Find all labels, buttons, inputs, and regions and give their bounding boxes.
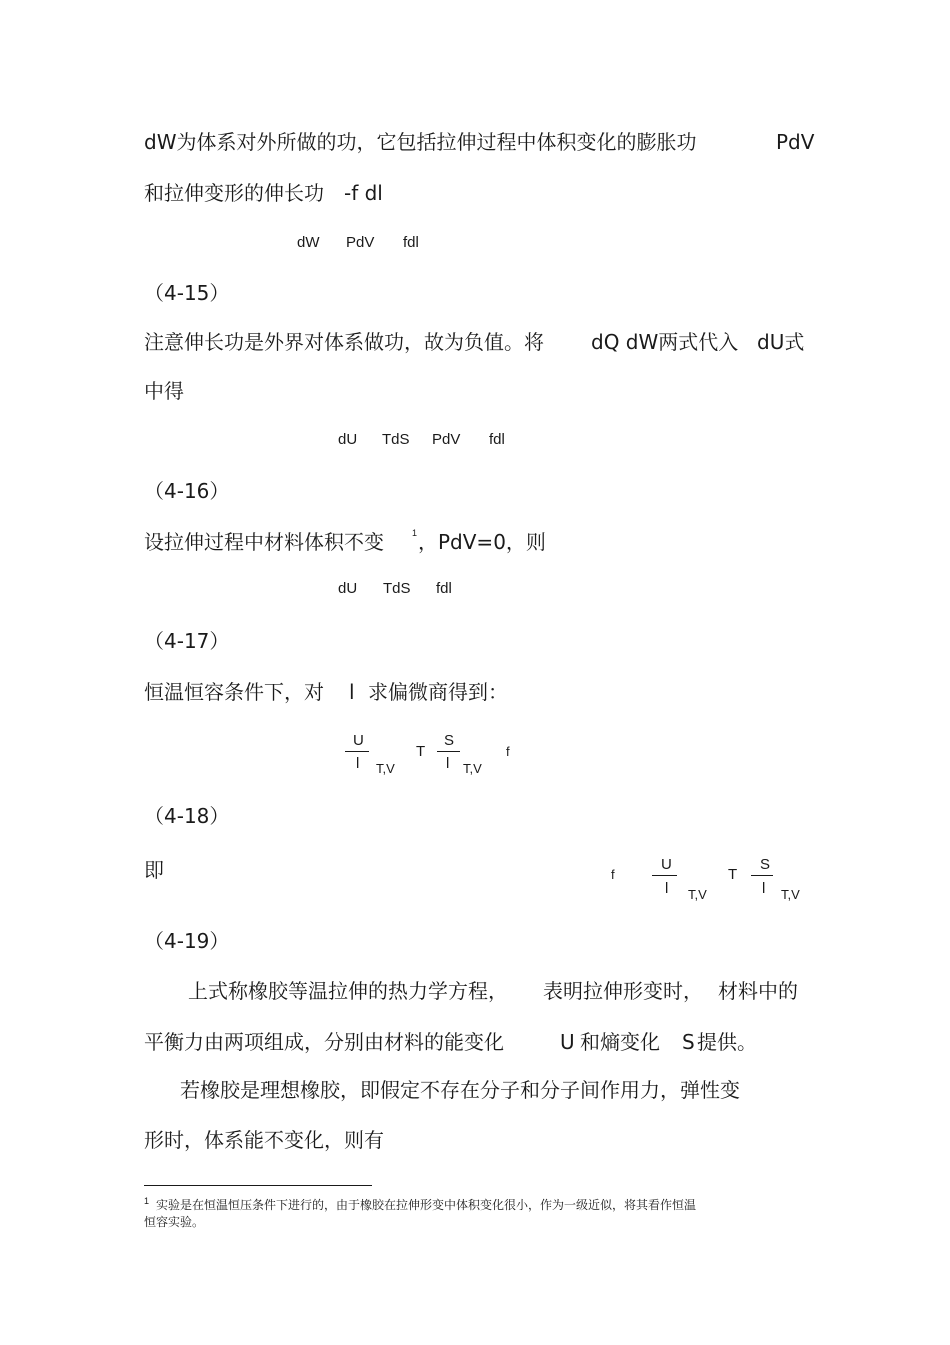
fraction-bar [652,875,677,876]
paragraph-line: 表明拉伸形变时， [543,979,703,1003]
equation-term: TdS [382,431,410,448]
paragraph-line: dW为体系对外所做的功，它包括拉伸过程中体积变化的膨胀功 [144,130,697,154]
subscript: T,V [376,761,395,776]
subscript: T,V [463,761,482,776]
fraction-numerator: U [661,856,672,873]
fraction-denominator: l [762,880,766,897]
fraction-bar [751,875,773,876]
subscript: T,V [781,887,800,902]
paragraph-line: 平衡力由两项组成，分别由材料的能变化 [144,1030,504,1054]
footnote-reference: 1 [412,528,418,538]
equation-number: （4-16） [144,479,230,503]
equation-number: （4-17） [144,629,230,653]
paragraph-line: 求偏微商得到： [368,680,508,704]
inline-math: ，PdV=0，则 [418,530,546,554]
inline-math: PdV [776,130,815,154]
paragraph-line: 设拉伸过程中材料体积不变 [144,530,384,554]
paragraph-line: 恒温恒容条件下，对 [144,680,324,704]
paragraph-line: 上式称橡胶等温拉伸的热力学方程， [188,979,508,1003]
fraction-numerator: U [353,732,364,749]
paragraph-line: 提供。 [697,1030,757,1054]
equation-term: f [611,867,615,882]
inline-math: l [349,680,355,704]
fraction-bar [345,751,369,752]
inline-math: -f dl [344,181,383,205]
paragraph-line: 注意伸长功是外界对体系做功，故为负值。将 [144,330,544,354]
paragraph-line: 材料中的 [718,979,798,1003]
paragraph-line: 若橡胶是理想橡胶，即假定不存在分子和分子间作用力，弹性变 [180,1078,740,1102]
fraction-numerator: S [444,732,455,749]
footnote-separator [144,1185,372,1186]
equation-term: fdl [436,580,452,597]
equation-term: f [506,744,510,759]
footnote-text: 实验是在恒温恒压条件下进行的，由于橡胶在拉伸形变中体积变化很小，作为一级近似，将其看作恒温 [156,1198,697,1212]
fraction-denominator: l [665,880,669,897]
equation-term: T [728,866,738,883]
equation-number: （4-18） [144,804,230,828]
inline-math: U [560,1030,575,1054]
equation-term: dU [338,431,358,448]
equation-term: TdS [383,580,411,597]
subscript: T,V [688,887,707,902]
equation-term: dW [297,234,320,251]
fraction-denominator: l [446,755,450,772]
paragraph-line: 即 [144,858,164,882]
paragraph-line: 和熵变化 [580,1030,660,1054]
paragraph-line: 和拉伸变形的伸长功 [144,181,324,205]
paragraph-line: 中得 [144,379,184,403]
equation-term: dU [338,580,358,597]
inline-math: dU式 [757,330,805,354]
equation-number: （4-15） [144,281,230,305]
equation-term: PdV [432,431,461,448]
footnote-text: 恒容实验。 [144,1215,205,1229]
fraction-bar [437,751,460,752]
equation-term: fdl [403,234,419,251]
equation-number: （4-19） [144,929,230,953]
paragraph-line: 形时，体系能不变化，则有 [144,1128,384,1152]
inline-math: dQ dW两式代入 [591,330,739,354]
equation-term: PdV [346,234,375,251]
fraction-numerator: S [760,856,771,873]
footnote-mark: 1 [144,1196,150,1206]
equation-term: T [416,743,426,760]
equation-term: fdl [489,431,505,448]
inline-math: S [682,1030,695,1054]
fraction-denominator: l [356,755,360,772]
